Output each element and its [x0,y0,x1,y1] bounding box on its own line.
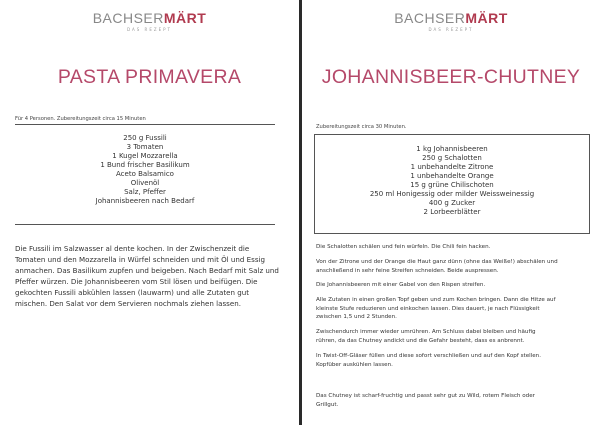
brand-logo [0,10,299,33]
step-line: Grillgut. [316,401,339,408]
brand-name-plain: BACHSER [394,10,466,26]
recipe-title: PASTA PRIMAVERA [57,66,242,88]
ingredient-item: Salz, Pfeffer [124,188,166,196]
ingredient-item: 1 unbehandelte Orange [410,172,494,180]
step-line: Alle Zutaten in einen großen Topf geben und zum Kochen bringen. Dann die Hitze auf [316,297,556,303]
ingredient-item: 250 g Fussili [123,134,167,142]
step-line: zwischen 1,5 und 2 Stunden. [316,314,397,320]
step-paragraph [316,328,598,345]
step-line: Kopfüber auskühlen lassen. [316,361,393,368]
ingredient-item: 250 ml Honigessig oder milder Weissweinessig [369,190,535,198]
instructions [15,243,295,310]
instruction-line: Pfeffer würzen. Die Johannisbeeren vom Stil lösen und beifügen. Die [15,277,258,287]
step-line: anschließend in sehr feine Streifen schneiden. Beide auspressen. [316,267,499,274]
ingredient-list [314,145,590,217]
step-paragraph [316,243,598,252]
brand-name-plain: BACHSER [92,10,164,26]
ingredient-item: 250 g Schalotten [422,154,482,162]
step-line: Zwischendurch immer wieder umrühren. Am Schluss dabei bleiben und häufig [316,329,536,335]
ingredient-item: 1 Kugel Mozzarella [112,152,178,160]
ingredient-item: 3 Tomaten [126,143,164,151]
ingredient-list [15,134,275,206]
ingredient-item: Olivenöl [130,179,160,187]
step-paragraph [316,258,598,275]
recipe-meta: Zubereitungszeit circa 30 Minuten. [316,124,407,130]
step-paragraph [316,296,598,322]
ingredient-item: Aceto Balsamico [116,170,174,178]
ingredient-item: 1 Bund frischer Basilikum [100,161,190,169]
recipe-title: JOHANNISBEER-CHUTNEY [321,66,581,88]
step-paragraph [316,392,598,409]
brand-tagline: DAS REZEPT [428,27,474,32]
step-line: In Twist-Off-Gläser füllen und diese sofort verschließen und auf den Kopf stellen. [316,353,542,359]
brand-name-accent: MÄRT [465,10,508,26]
recipe-page-pasta [0,0,299,425]
divider-top [15,124,275,125]
instruction-line: gekochten Fussili abkühlen lassen (lauwarm) und alle Zutaten gut [15,288,250,298]
step-paragraph [316,352,598,369]
brand-name-accent: MÄRT [163,10,207,26]
step-line: Von der Zitrone und der Orange die Haut ganz dünn (ohne das Weiße!) abschälen und [316,259,558,265]
instruction-line: Tomaten und den Mozzarella in Würfel schneiden und mit Öl und Essig [15,255,266,265]
divider-bottom [15,224,275,225]
recipe-page-chutney [302,0,600,425]
recipe-meta: Für 4 Personen. Zubereitungszeit circa 15 Minuten [15,116,146,122]
step-line: Die Schalotten schälen und fein würfeln. Die Chili fein hacken. [316,244,491,250]
brand-logo [302,10,600,33]
instruction-line: Die Fussili im Salzwasser al dente kochen. In der Zwischenzeit die [15,244,250,253]
instruction-line: anmachen. Das Basilikum zupfen und beigeben. Nach Bedarf mit Salz und [15,266,279,276]
step-line: kleinste Stufe reduzieren und einkochen lassen. Dies dauert, je nach Flüssigkeit [316,305,540,312]
ingredient-item: 1 unbehandelte Zitrone [410,163,494,171]
ingredient-item: 1 kg Johannisbeeren [416,145,488,153]
step-line: rühren, da das Chutney andickt und die Gefahr besteht, dass es anbrennt. [316,337,525,344]
instruction-line: mischen. Den Salat vor dem Servieren nochmals ziehen lassen. [15,299,241,309]
step-line: Die Johannisbeeren mit einer Gabel von den Rispen streifen. [316,282,486,288]
ingredient-item: 2 Lorbeerblätter [423,208,481,216]
ingredient-item: 400 g Zucker [428,199,476,207]
step-paragraph [316,281,598,290]
ingredient-item: Johannisbeeren nach Bedarf [95,197,195,205]
ingredient-item: 15 g grüne Chilischoten [410,181,494,189]
step-line: Das Chutney ist scharf-fruchtig und passt sehr gut zu Wild, rotem Fleisch oder [316,393,535,399]
brand-tagline: DAS REZEPT [127,27,172,32]
